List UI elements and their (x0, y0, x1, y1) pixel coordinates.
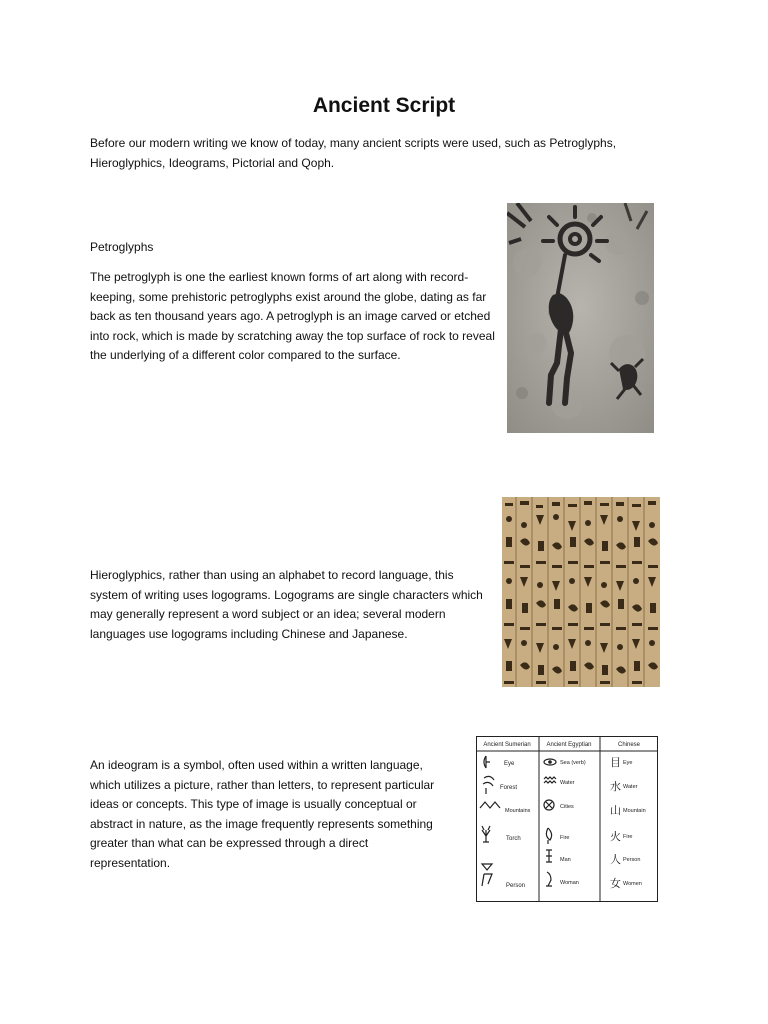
chinese-label: Water (623, 784, 638, 790)
chinese-glyph: 人 (610, 854, 621, 866)
table-header-sumerian: Ancient Sumerian (483, 742, 531, 748)
petroglyph-image (507, 203, 654, 433)
egyptian-label: Sea (verb) (560, 760, 586, 766)
chinese-glyph: 目 (610, 757, 621, 769)
table-header-egyptian: Ancient Egyptian (546, 742, 592, 748)
chinese-label: Person (623, 857, 641, 863)
chinese-glyph: 山 (610, 805, 621, 817)
chinese-label: Women (623, 881, 642, 887)
chinese-glyph: 火 (610, 831, 621, 843)
sumerian-label: Person (506, 883, 526, 889)
petroglyphs-paragraph: The petroglyph is one the earliest known forms of art along with record-keeping, some prehistoric petroglyphs exist around the globe, dating as far back as ten thousand years ago. A petroglyph is an image carved or etched into rock, which is made by scratching away the top surface of rock to reveal the underlying of a different color compared to the surface. (90, 270, 495, 362)
chinese-label: Mountain (623, 808, 646, 814)
sumerian-label: Torch (506, 836, 521, 842)
chinese-label: Fire (623, 834, 633, 840)
sumerian-label: Mountains (505, 808, 531, 814)
ideogram-table-image (476, 736, 658, 902)
egyptian-label: Fire (560, 835, 570, 841)
sumerian-label: Forest (500, 785, 518, 791)
egyptian-label: Woman (560, 880, 579, 886)
chinese-label: Eye (623, 760, 633, 766)
hieroglyphics-paragraph: Hieroglyphics, rather than using an alphabet to record language, this system of writing uses logograms. Logograms are single characters which may generally represent a word subject or an idea; several modern languages use logograms including Chinese and Japanese. (90, 568, 483, 641)
page-title: Ancient Script (312, 94, 456, 117)
intro-paragraph: Before our modern writing we know of today, many ancient scripts were used, such as Petroglyphs, Hieroglyphics, Ideograms, Pictorial and Qoph. (90, 136, 617, 170)
petroglyphs-heading: Petroglyphs (90, 240, 154, 254)
sumerian-label: Eye (504, 761, 515, 767)
egyptian-label: Water (560, 780, 575, 786)
egyptian-label: Cities (560, 804, 574, 810)
chinese-glyph: 女 (610, 878, 621, 890)
chinese-glyph: 水 (610, 781, 621, 793)
hieroglyphs-image (502, 497, 660, 687)
ideograms-paragraph: An ideogram is a symbol, often used within a written language, which utilizes a picture, rather than letters, to represent particular ideas or concepts. This type of image is usually conceptual or abstract in nature, as the image frequently represents something greater than what can be expressed through a direct representation. (90, 758, 435, 870)
egyptian-label: Man (560, 857, 571, 863)
table-header-chinese: Chinese (617, 742, 641, 748)
